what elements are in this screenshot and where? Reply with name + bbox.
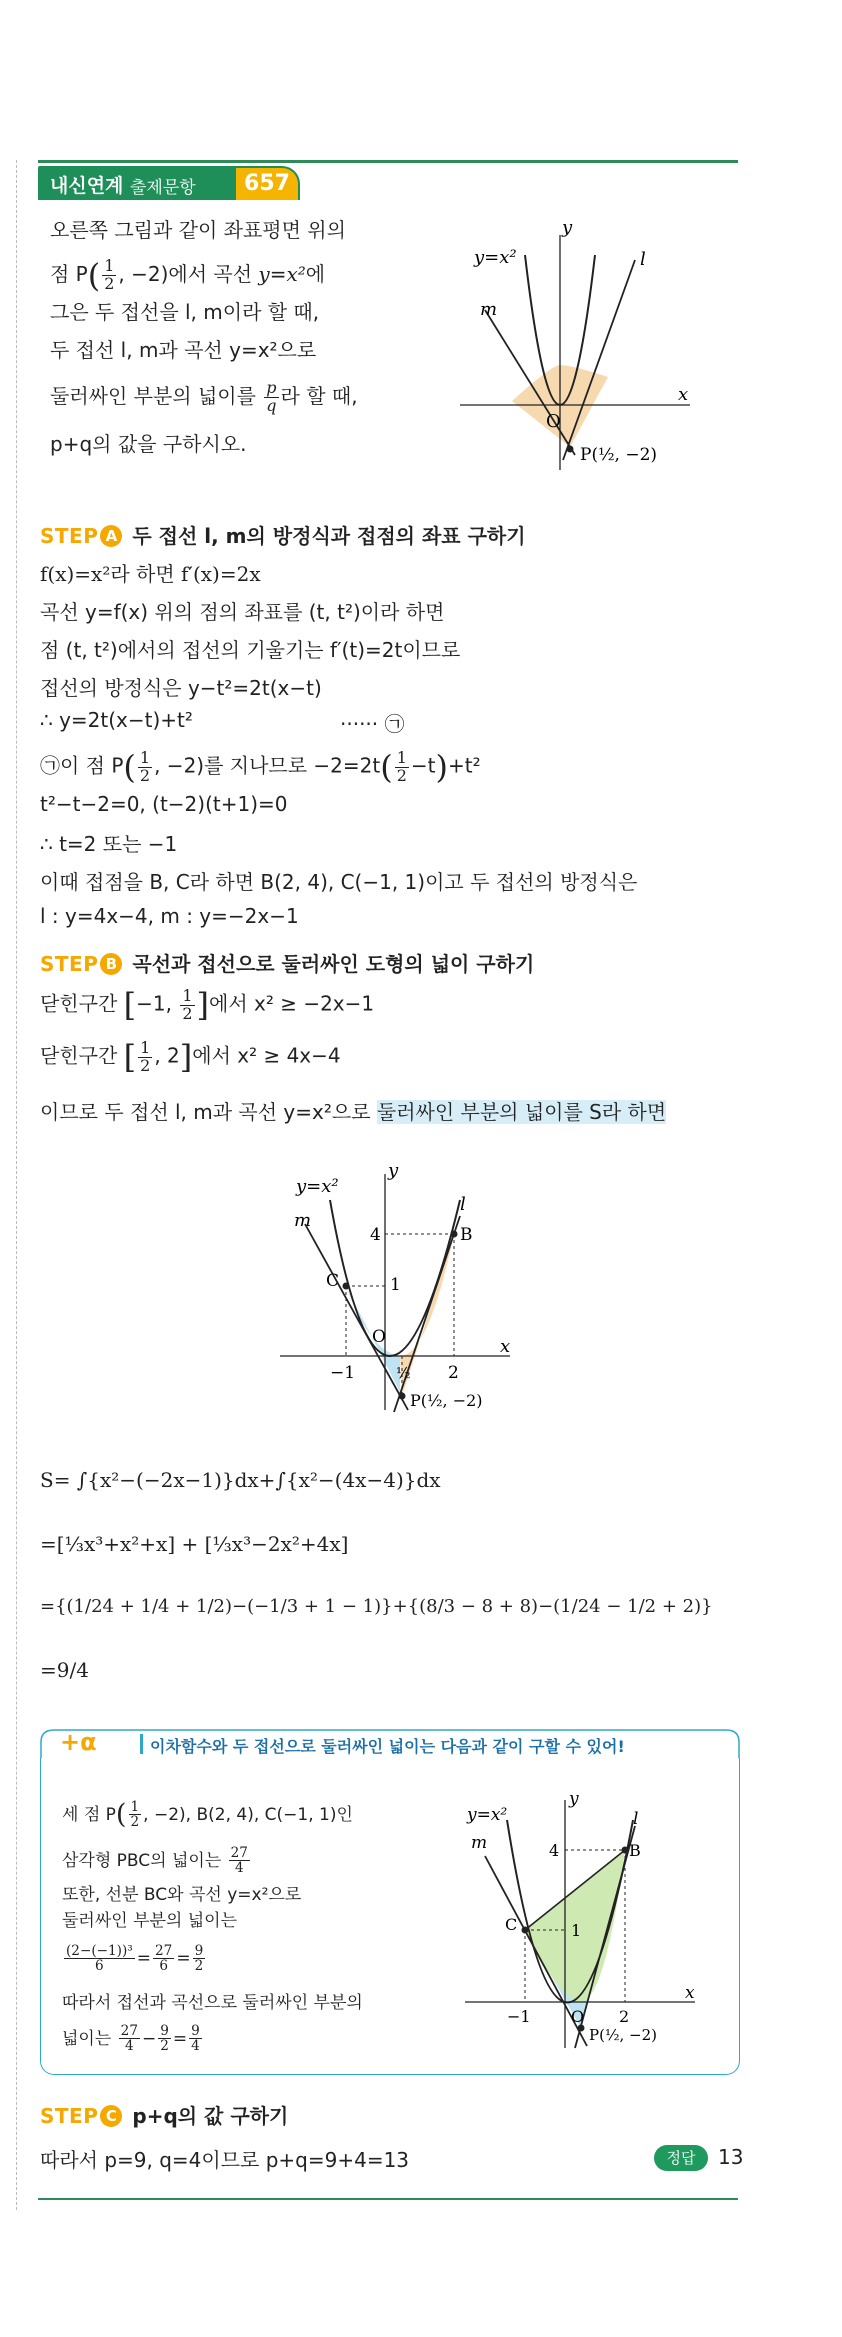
tangent-l (563, 260, 635, 460)
fraction (158, 2024, 171, 2054)
text: {x²−(4x−4)}dx (285, 1468, 441, 1492)
stepA-line-1: f(x)=x²라 하면 f′(x)=2x (40, 562, 261, 586)
text: 이므로 두 접선 l, m과 곡선 y=x²으로 (40, 1100, 377, 1124)
problem-line-6: p+q의 값을 구하시오. (50, 432, 247, 456)
stepB-line-3 (40, 1096, 666, 1125)
stepA-line-3: 점 (t, t²)에서의 접선의 기울기는 f′(t)=2t이므로 (40, 638, 461, 662)
point-C (522, 1927, 529, 1934)
point-C (343, 1283, 350, 1290)
text: 라 할 때, (280, 383, 358, 408)
text: −1, (136, 991, 179, 1016)
fraction (189, 2024, 202, 2054)
alpha-line-1 (62, 1800, 353, 1830)
den: q (266, 395, 277, 415)
banner-subtitle: 출제문항 (130, 178, 196, 198)
origin-label: O (546, 411, 561, 432)
step-label: STEP (40, 952, 99, 976)
solution-graph (260, 1160, 520, 1420)
x-label: x (678, 384, 689, 405)
text: 넓이는 (62, 2028, 117, 2049)
x-label: x (500, 1336, 511, 1357)
paren: ) (435, 748, 448, 786)
num: 9 (160, 2023, 169, 2039)
alpha-line-3: 또한, 선분 BC와 곡선 y=x²으로 (62, 1885, 302, 1905)
bracket: ] (179, 1038, 193, 1076)
bottom-rule (38, 2198, 738, 2200)
text: 닫힌구간 (40, 1043, 124, 1068)
bracket: [ (123, 986, 137, 1024)
point-B (622, 1847, 629, 1854)
B-label: B (460, 1225, 473, 1245)
stepA-line-7: t²−t−2=0, (t−2)(t+1)=0 (40, 792, 288, 816)
alpha-symbol: +α (60, 1728, 97, 1756)
tick-neg1: −1 (330, 1363, 356, 1383)
num: 1 (130, 1799, 140, 1815)
text: 에서 x² ≥ 4x−4 (192, 1043, 341, 1068)
y-label: y (569, 1790, 579, 1809)
den: 2 (140, 1055, 151, 1075)
problem-line-1: 오른쪽 그림과 같이 좌표평면 위의 (50, 218, 346, 242)
text: = (136, 1948, 151, 1969)
text: 닫힌구간 (40, 991, 124, 1016)
den: 4 (191, 2038, 200, 2055)
alpha-line-2 (62, 1846, 252, 1876)
stepC-line: 따라서 p=9, q=4이므로 p+q=9+4=13 (40, 2148, 410, 2172)
origin-label: O (571, 2007, 585, 2026)
y-label: y (562, 217, 573, 238)
var: x² (286, 261, 306, 286)
text: S= ∫ (40, 1468, 88, 1492)
step-letter: B (100, 953, 122, 975)
stepA-line-8: ∴ t=2 또는 −1 (40, 832, 178, 856)
problem-graph (450, 215, 700, 475)
tick-neg1: −1 (507, 2007, 531, 2026)
text: 점 P (50, 261, 88, 286)
step-title: 곡선과 접선으로 둘러싸인 도형의 넓이 구하기 (132, 952, 535, 976)
top-rule (38, 160, 738, 163)
tick-4: 4 (549, 1841, 560, 1860)
tick-2: 2 (448, 1363, 459, 1383)
fraction (102, 258, 116, 293)
origin-label: O (372, 1327, 386, 1347)
fraction (64, 1944, 135, 1974)
fraction (119, 2024, 140, 2054)
point-B (451, 1231, 458, 1238)
var: y (258, 261, 270, 286)
x-label: x (685, 1983, 695, 2003)
text: {x²−(−2x−1)}dx+∫ (87, 1468, 286, 1492)
alpha-line-4: 둘러싸인 부분의 넓이는 (62, 1911, 238, 1931)
num: 1 (140, 1037, 151, 1057)
l-label: l (460, 1194, 466, 1215)
alpha-title: 이차함수와 두 접선으로 둘러싸인 넓이는 다음과 같이 구할 수 있어! (150, 1737, 625, 1756)
problem-line-2 (50, 258, 325, 293)
problem-number-badge (236, 168, 298, 200)
text: 삼각형 PBC의 넓이는 (62, 1850, 227, 1871)
step-letter: A (100, 525, 122, 547)
stepB-interval-2 (40, 1038, 341, 1076)
stepA-line-10: l : y=4x−4, m : y=−2x−1 (40, 904, 299, 928)
calc-line-4: =9/4 (40, 1658, 89, 1682)
P-label: P(½, −2) (589, 2026, 657, 2044)
fraction (180, 985, 194, 1023)
banner-title: 내신연계 (50, 175, 124, 197)
fraction (395, 747, 409, 785)
text: 세 점 P (62, 1804, 116, 1825)
stepA-marker: ······ ㉠ (340, 712, 405, 736)
curve-label: y=x² (467, 1805, 508, 1825)
text: , −2)를 지나므로 −2=2t (154, 753, 381, 778)
alpha-graph (445, 1790, 705, 2055)
bracket: ] (196, 986, 209, 1024)
den: 2 (130, 1814, 140, 1831)
P-label: P(½, −2) (580, 445, 658, 465)
m-label: m (480, 299, 498, 320)
den: 2 (396, 765, 407, 785)
m-label: m (471, 1833, 488, 1853)
step-letter: C (100, 2105, 122, 2127)
stepA-line-5: ∴ y=2t(x−t)+t² (40, 708, 193, 732)
den: 6 (95, 1958, 104, 1975)
fraction (193, 1944, 206, 1974)
stepA-line-2: 곡선 y=f(x) 위의 점의 좌표를 (t, t²)이라 하면 (40, 600, 445, 624)
text: , −2), B(2, 4), C(−1, 1)인 (143, 1804, 353, 1825)
stepA-line-4: 접선의 방정식은 y−t²=2t(x−t) (40, 676, 322, 700)
calc-line-2: =[⅓x³+x²+x] + [⅓x³−2x²+4x] (40, 1532, 349, 1556)
num: 27 (230, 1845, 248, 1861)
bracket: [ (123, 1038, 137, 1076)
step-title: p+q의 값 구하기 (132, 2104, 289, 2128)
tick-half: ½ (396, 1364, 411, 1382)
fraction (138, 1037, 152, 1075)
m-label: m (294, 1210, 312, 1231)
stepB-interval-1 (40, 986, 374, 1024)
problem-line-4: 두 접선 l, m과 곡선 y=x²으로 (50, 338, 317, 362)
text: +t² (447, 753, 481, 778)
alpha-divider (140, 1734, 143, 1754)
step-b-heading (40, 948, 534, 977)
den: 2 (194, 1958, 204, 1975)
alpha-line-6: 따라서 접선과 곡선으로 둘러싸인 부분의 (62, 1993, 363, 2013)
alpha-line-7 (62, 2024, 204, 2054)
fraction (264, 380, 278, 415)
num: 9 (194, 1943, 204, 1959)
answer-badge: 정답 (654, 2145, 708, 2171)
calc-line-3: ={(1/24 + 1/4 + 1/2)−(−1/3 + 1 − 1)}+{(8/3 − 8 + 8)−(1/24 − 1/2 + 2)} (40, 1596, 713, 1617)
step-c-heading (40, 2100, 288, 2129)
C-label: C (326, 1271, 340, 1291)
fraction (129, 1800, 142, 1830)
text: = (176, 1948, 191, 1969)
text: − (141, 2028, 157, 2049)
fraction (229, 1846, 250, 1876)
l-label: l (640, 249, 646, 270)
den: 2 (182, 1003, 193, 1023)
num: 1 (104, 256, 115, 275)
den: 6 (159, 1958, 168, 1975)
C-label: C (505, 1915, 518, 1934)
B-label: B (629, 1841, 641, 1860)
alpha-line-5 (62, 1944, 207, 1974)
den: 2 (160, 2038, 169, 2055)
fraction (138, 747, 152, 785)
num: 1 (182, 985, 193, 1005)
answer-value: 13 (718, 2145, 744, 2169)
num: 1 (139, 747, 151, 767)
left-margin-rule (16, 160, 17, 2210)
tangent-m (305, 1224, 408, 1410)
den: 2 (139, 765, 151, 785)
step-label: STEP (40, 524, 99, 548)
stepA-line-6 (40, 748, 481, 786)
problem-line-5 (50, 380, 358, 415)
paren: ( (123, 748, 136, 786)
stepA-line-9: 이때 접점을 B, C라 하면 B(2, 4), C(−1, 1)이고 두 접선의 방정식은 (40, 870, 638, 894)
y-label: y (388, 1160, 399, 1181)
problem-number: 657 (244, 171, 290, 196)
text: 에 (305, 261, 326, 286)
step-a-heading (40, 520, 526, 549)
problem-line-3: 그은 두 접선을 l, m이라 할 때, (50, 300, 320, 324)
P-label: P(½, −2) (410, 1391, 483, 1410)
paren: ( (380, 748, 393, 786)
tick-4: 4 (370, 1225, 381, 1245)
text: 에서 x² ≥ −2x−1 (209, 991, 375, 1016)
tick-1: 1 (571, 1921, 582, 1940)
num: 27 (155, 1943, 173, 1959)
text: ㉠이 점 P (40, 753, 124, 778)
den: 4 (234, 1860, 244, 1877)
curve-label: y=x² (474, 247, 517, 268)
point-P (567, 446, 574, 453)
den: 2 (104, 273, 115, 293)
text: , 2 (154, 1043, 180, 1068)
paren: ( (115, 1798, 127, 1830)
num: 9 (191, 2023, 200, 2039)
step-label: STEP (40, 2104, 99, 2128)
text: , −2)에서 곡선 (118, 261, 259, 286)
tick-2: 2 (619, 2007, 630, 2026)
text: = (269, 261, 287, 286)
num: p (266, 378, 277, 397)
num: (2−(−1))³ (66, 1943, 133, 1959)
point-P (399, 1393, 406, 1400)
text: 둘러싸인 부분의 넓이를 (50, 383, 263, 408)
calc-line-1 (40, 1468, 441, 1492)
step-title: 두 접선 l, m의 방정식과 접점의 좌표 구하기 (132, 524, 526, 548)
num: 1 (396, 747, 407, 767)
paren: ( (87, 256, 101, 295)
text: = (172, 2028, 188, 2049)
tick-1: 1 (390, 1275, 401, 1295)
highlighted-text: 둘러싸인 부분의 넓이를 S라 하면 (376, 1100, 667, 1124)
den: 4 (125, 2038, 134, 2055)
curve-label: y=x² (296, 1176, 339, 1197)
text: −t (410, 753, 436, 778)
num: 27 (120, 2023, 138, 2039)
fraction (153, 1944, 174, 1974)
l-label: l (633, 1809, 639, 1829)
